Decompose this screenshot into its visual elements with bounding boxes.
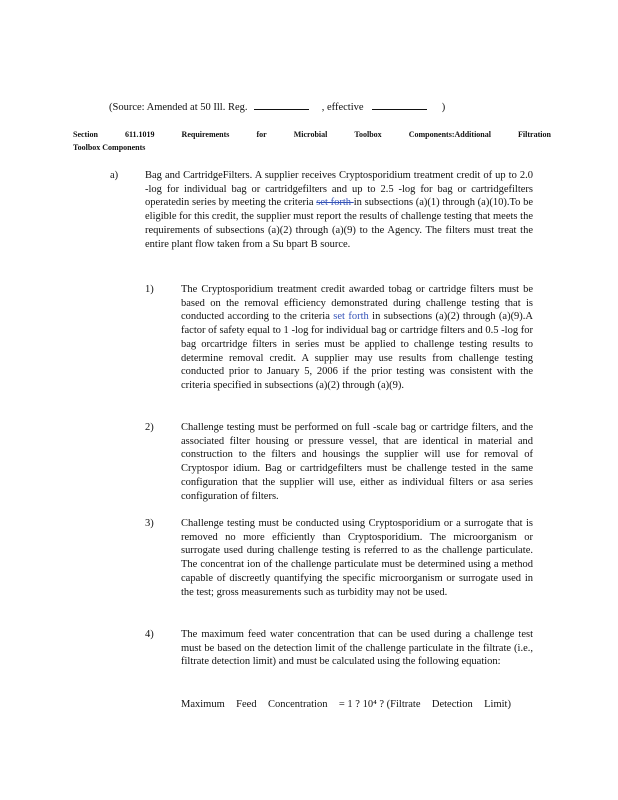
item-1-number: 1) [145, 284, 154, 295]
section-heading-line2: Toolbox Components [73, 143, 146, 152]
effective-date-blank [372, 99, 427, 110]
reg-blank [254, 99, 309, 110]
subsection-a-text [145, 169, 533, 251]
item-2-text: Challenge testing must be performed on full -scale bag or cartridge filters, and the associated filter housing or pressure vessel, that are identical in material and construction to the filters and housings the supplier will use for removal of Cryptospor idium. Bag or cartridgefilters must be challenge tested in the same configuration that the supplier will use, either as individual filters or asa series configuration of filters. [181, 422, 533, 502]
equation-term: Detection [431, 699, 473, 710]
source-prefix: (Source: Amended at 50 Ill. Reg. [109, 102, 248, 113]
section-heading [73, 128, 551, 154]
item-4-number: 4) [145, 629, 154, 640]
max-feed-equation [181, 698, 511, 712]
heading-word: Microbial [293, 130, 328, 139]
item-1-text [181, 283, 533, 393]
item-1-text-start: The Cryptosporidium treatment credit awarded tobag or cartridge filters must be based on the removal efficiency demonstrated during challenge testing that is conducted according to the criteria [181, 284, 533, 323]
struck-set-forth-link[interactable]: set forth [316, 197, 354, 209]
heading-word: Requirements [181, 130, 230, 139]
subsection-a-label: a) [110, 170, 119, 181]
item-2-number: 2) [145, 422, 154, 433]
equation-term: Limit) [484, 699, 511, 710]
source-middle: , effective [321, 102, 364, 113]
item-3-number: 3) [145, 518, 154, 529]
subsection-a-text-start: Bag and CartridgeFilters. A supplier receives Cryptosporidium treatment credit of up to 2.0 -log for individual bag or cartridgefilters and up to 2.5 -log for bag or cartridgefilters operatedin series by meeting the criteria [145, 170, 533, 209]
item-1-text-end: in subsections (a)(2) through (a)(9).A factor of safety equal to 1 -log for individual bag or cartridge filters and 0.5 -log for bag orcartridge filters in series must be applied to challenge testing results to determine removal credit. A supplier may use results from challenge testing conducted prior to January 5, 2006 if the prior testing was consistent with the criteria specified in subsections (a)(2) through (a)(9). [181, 311, 534, 391]
subsection-a-text-end: in subsections (a)(1) through (a)(10).To be eligible for this credit, the supplier must report the results of challenge testing that meets the requirements of subsections (a)(2) through (a)(9) to the Agency. The filters must treat the entire plant flow taken from a Su bpart B source. [145, 197, 533, 250]
equation-term: Concentration [267, 699, 328, 710]
section-heading-line1 [73, 128, 551, 141]
heading-word: for [256, 130, 267, 139]
equation-term: Feed [236, 699, 257, 710]
source-suffix: ) [441, 102, 446, 113]
heading-word: Components:Additional [408, 130, 491, 139]
item-3-text: Challenge testing must be conducted using Cryptosporidium or a surrogate that is removed no more efficiently than Cryptosporidium. The microorganism or surrogate used during challenge testing is referred to as the challenge particulate. The concentrat ion of the challenge particulate must be determined using a method capable of discreetly quantifying the specific microorganism or surrogate used in the test; gross measurements such as turbidity may not be used. [181, 518, 533, 598]
source-note [109, 99, 445, 115]
heading-word: Section [73, 130, 98, 139]
heading-word: 611.1019 [124, 130, 155, 139]
item-4-text: The maximum feed water concentration that can be used during a challenge test must be based on the detection limit of the challenge particulate in the filtrate (i.e., filtrate detection limit) and must be calculated using the following equation: [181, 629, 533, 668]
equation-term: Maximum [181, 699, 225, 710]
equation-formula: = 1 ? 10⁴ ? (Filtrate [338, 699, 421, 710]
heading-word: Toolbox [354, 130, 382, 139]
set-forth-link[interactable]: set forth [333, 311, 369, 323]
heading-word: Filtration [518, 130, 551, 139]
